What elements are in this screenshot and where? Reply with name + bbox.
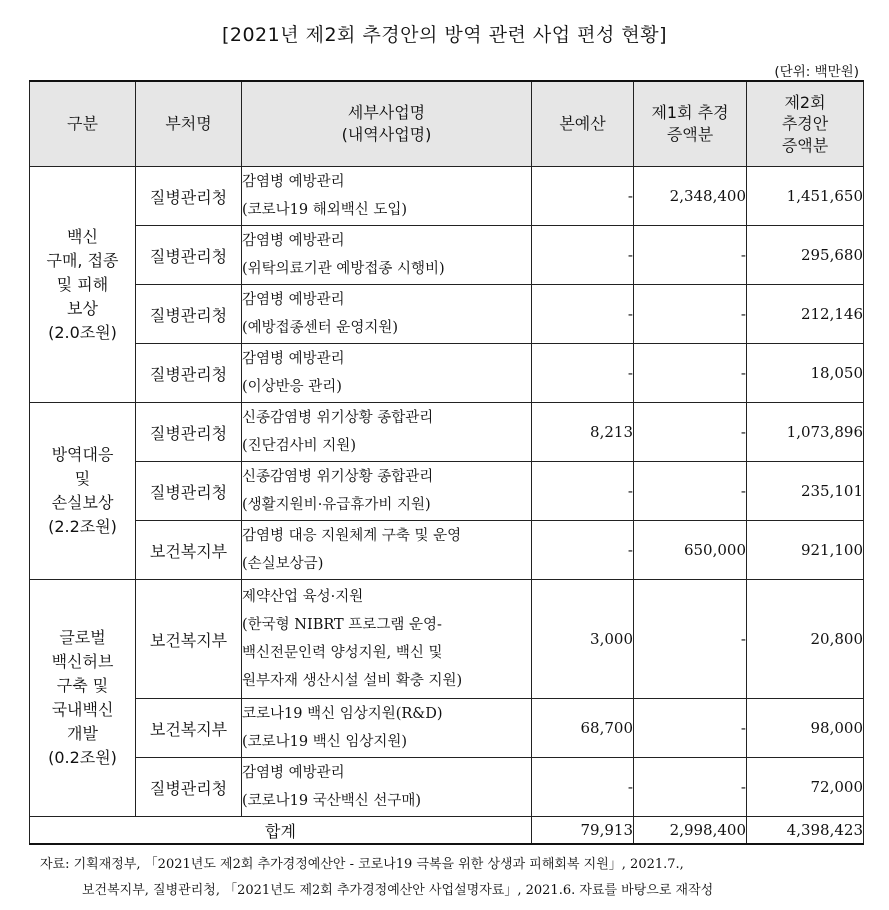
supp1-value-cell: -: [634, 285, 747, 344]
main-value-cell: -: [532, 167, 634, 226]
header-main-budget: 본예산: [532, 81, 634, 167]
table-row: [30, 758, 864, 817]
department-cell: 보건복지부: [136, 699, 242, 758]
supp1-value-cell: 650,000: [634, 521, 747, 580]
header-category: 구분: [30, 81, 136, 167]
department-cell: 질병관리청: [136, 167, 242, 226]
project-cell: [242, 758, 532, 817]
table-body: [30, 167, 864, 845]
project-line: (진단검사비 지원): [242, 438, 356, 454]
category-line: 개발: [67, 724, 98, 743]
project-line: (예방접종센터 운영지원): [242, 320, 398, 336]
main-value-cell: 68,700: [532, 699, 634, 758]
supp2-value-cell: 235,101: [747, 462, 864, 521]
project-line: 코로나19 백신 임상지원(R&D): [242, 706, 443, 722]
category-line: 국내백신: [51, 700, 114, 719]
department-cell: 질병관리청: [136, 462, 242, 521]
source-note: [40, 852, 870, 904]
project-line: (한국형 NIBRT 프로그램 운영-: [242, 617, 442, 633]
table-row: [30, 226, 864, 285]
project-line: (이상반응 관리): [242, 379, 342, 395]
project-cell: [242, 462, 532, 521]
category-line: (0.2조원): [48, 748, 117, 767]
department-cell: 질병관리청: [136, 344, 242, 403]
total-label: 합계: [30, 817, 532, 845]
table-row: [30, 521, 864, 580]
category-line: 구매, 접종: [46, 250, 119, 270]
table-row: [30, 403, 864, 462]
project-cell: [242, 344, 532, 403]
department-cell: 질병관리청: [136, 403, 242, 462]
header-supp1: 제1회 추경 증액분: [634, 81, 747, 167]
table-row: [30, 285, 864, 344]
project-line: (생활지원비·유급휴가비 지원): [242, 497, 431, 513]
category-line: 및: [74, 469, 91, 488]
department-cell: 보건복지부: [136, 580, 242, 699]
source-line: 보건복지부, 질병관리청, 「2021년도 제2회 추가경정예산안 사업설명자료」, 2021.6. 자료를 바탕으로 재작성: [82, 883, 714, 898]
main-value-cell: -: [532, 462, 634, 521]
project-line: (손실보상금): [242, 556, 324, 572]
header-row: [30, 81, 864, 167]
category-cell: [30, 167, 136, 403]
project-line: 감염병 예방관리: [242, 351, 345, 367]
table-row: [30, 344, 864, 403]
project-line: 신종감염병 위기상황 종합관리: [242, 469, 434, 485]
budget-table: [29, 80, 864, 845]
project-line: (코로나19 백신 임상지원): [242, 734, 408, 750]
total-row: [30, 817, 864, 845]
department-cell: 질병관리청: [136, 285, 242, 344]
header-supp2: 제2회 추경안 증액분: [747, 81, 864, 167]
category-line: 백신: [67, 226, 98, 246]
main-value-cell: -: [532, 521, 634, 580]
total-main-cell: 79,913: [532, 817, 634, 845]
supp1-value-cell: -: [634, 580, 747, 699]
category-line: 보상: [67, 298, 98, 318]
supp2-value-cell: 18,050: [747, 344, 864, 403]
category-line: 방역대응: [51, 445, 114, 464]
project-line: 제약산업 육성·지원: [242, 589, 364, 605]
supp2-value-cell: 1,451,650: [747, 167, 864, 226]
supp2-value-cell: 20,800: [747, 580, 864, 699]
project-cell: [242, 580, 532, 699]
project-line: 신종감염병 위기상황 종합관리: [242, 410, 434, 426]
main-value-cell: -: [532, 758, 634, 817]
project-line: 감염병 예방관리: [242, 233, 345, 249]
department-cell: 질병관리청: [136, 226, 242, 285]
main-value-cell: 3,000: [532, 580, 634, 699]
project-cell: [242, 699, 532, 758]
department-cell: 질병관리청: [136, 758, 242, 817]
category-line: 백신허브: [51, 652, 114, 671]
category-cell: [30, 403, 136, 580]
supp1-value-cell: 2,348,400: [634, 167, 747, 226]
supp1-value-cell: -: [634, 462, 747, 521]
supp1-value-cell: -: [634, 403, 747, 462]
supp2-value-cell: 921,100: [747, 521, 864, 580]
supp1-value-cell: -: [634, 699, 747, 758]
project-line: 감염병 예방관리: [242, 765, 345, 781]
project-line: 감염병 대응 지원체계 구축 및 운영: [242, 528, 462, 544]
category-line: (2.0조원): [48, 322, 117, 342]
table-row: [30, 699, 864, 758]
total-supp2-cell: 4,398,423: [747, 817, 864, 845]
supp1-value-cell: -: [634, 344, 747, 403]
supp1-value-cell: -: [634, 758, 747, 817]
project-line: 백신전문인력 양성지원, 백신 및: [242, 645, 443, 661]
header-department: 부처명: [136, 81, 242, 167]
category-cell: [30, 580, 136, 817]
total-supp1-cell: 2,998,400: [634, 817, 747, 845]
category-line: (2.2조원): [48, 517, 117, 536]
table-row: [30, 580, 864, 699]
project-cell: [242, 403, 532, 462]
category-line: 손실보상: [51, 493, 114, 512]
header-project: 세부사업명 (내역사업명): [242, 81, 532, 167]
supp2-value-cell: 1,073,896: [747, 403, 864, 462]
table-row: [30, 462, 864, 521]
supp2-value-cell: 98,000: [747, 699, 864, 758]
project-line: 감염병 예방관리: [242, 292, 345, 308]
project-line: (코로나19 해외백신 도입): [242, 202, 408, 218]
table-row: [30, 167, 864, 226]
category-line: 및 피해: [56, 274, 109, 294]
project-cell: [242, 226, 532, 285]
source-line: 자료: 기획재정부, 「2021년도 제2회 추가경정예산안 - 코로나19 극복을 위한 상생과 피해회복 지원」, 2021.7.,: [40, 857, 684, 872]
supp2-value-cell: 295,680: [747, 226, 864, 285]
supp2-value-cell: 72,000: [747, 758, 864, 817]
project-line: (위탁의료기관 예방접종 시행비): [242, 261, 445, 277]
project-line: 감염병 예방관리: [242, 174, 345, 190]
supp1-value-cell: -: [634, 226, 747, 285]
page-title: [2021년 제2회 추경안의 방역 관련 사업 편성 현황]: [221, 24, 668, 46]
main-value-cell: -: [532, 344, 634, 403]
supp2-value-cell: 212,146: [747, 285, 864, 344]
category-line: 구축 및: [56, 676, 109, 695]
unit-note: (단위: 백만원): [774, 64, 859, 80]
category-line: 글로벌: [59, 628, 106, 647]
project-cell: [242, 167, 532, 226]
main-value-cell: -: [532, 226, 634, 285]
project-cell: [242, 285, 532, 344]
main-value-cell: -: [532, 285, 634, 344]
department-cell: 보건복지부: [136, 521, 242, 580]
project-line: 원부자재 생산시설 설비 확충 지원): [242, 673, 463, 689]
project-line: (코로나19 국산백신 선구매): [242, 793, 422, 809]
main-value-cell: 8,213: [532, 403, 634, 462]
project-cell: [242, 521, 532, 580]
